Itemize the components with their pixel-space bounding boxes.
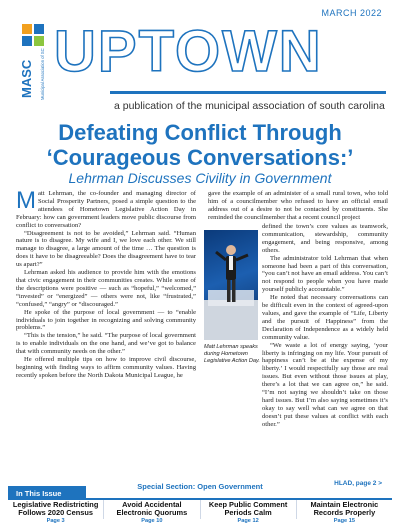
- table-of-contents: [8, 500, 392, 524]
- toc-item[interactable]: [201, 500, 297, 524]
- continued-link[interactable]: HLAD, page 2 >: [334, 480, 382, 487]
- article-paragraph: “We waste a lot of energy saying, ‘your liberty is infringing on my life. Your pursuit of happiness can’t be at the expense of my liberty.’ I would respectfully say those are real issues. But even without those issues at play, there’s a lot that we can agree on,” he said. “I’m not saying we shouldn’t take on those hard issues. But I’m also saying sometimes it’s okay to say well what can we agree on that doesn’t put these values at conflict with each other.”: [262, 341, 388, 428]
- toc-item-page: Page 12: [237, 518, 259, 524]
- logo-text: MASC: [19, 59, 34, 98]
- masthead: [14, 20, 386, 112]
- headline-line-1: Defeating Conflict Through: [58, 120, 342, 145]
- masthead-title: UPTOWN: [54, 19, 323, 84]
- toc-item[interactable]: [8, 500, 104, 524]
- drop-cap: M: [16, 187, 36, 214]
- article-paragraph: He offered multiple tips on how to improve civil discourse, beginning with finding ways to affirm community values. Having recently spoken before the North Dakota Municipal League, he: [16, 356, 196, 379]
- in-this-issue-label: In This Issue: [8, 486, 86, 500]
- masthead-tagline: a publication of the municipal association of south carolina: [114, 100, 385, 112]
- masthead-rule: [110, 91, 386, 94]
- logo-subtext: Municipal Association of SC: [40, 48, 45, 100]
- toc-item[interactable]: [297, 500, 392, 524]
- article-paragraph: Matt Lehrman, the co-founder and managing director of Social Prosperity Partners, posed a simple question to the attendees of Hometown Legislative Action Day in February: how can government leaders move public discourse from conflict to conversation?: [16, 187, 196, 229]
- article-paragraph: He noted that necessary conversations can be difficult even in the context of agreed-upon values, and gave the example of “Life, Liberty and the pursuit of Happiness” from the Declaration of Independence as a widely held community value.: [262, 294, 388, 341]
- article-paragraph: “Disagreement is not to be avoided,” Lehrman said. “Human nature is to disagree. My wife and I, we love each other. We still manage to disagree, a large amount of the time … The question is does it have to be disagreeable? Does the disagreement have to tear us apart?”: [16, 229, 196, 269]
- article-headline: [0, 120, 400, 170]
- article-paragraph: defined the town’s core values as teamwork, communication, stewardship, community engagement, and being responsive, among others.: [262, 223, 388, 254]
- headline-line-2: ‘Courageous Conversations:’: [46, 145, 354, 170]
- special-section-title: Special Section: Open Government: [137, 482, 263, 491]
- toc-item-title: Keep Public Comment Periods Calm: [208, 500, 288, 517]
- masc-logo-icon: [20, 20, 54, 102]
- toc-item-title: Avoid Accidental Electronic Quorums: [116, 500, 188, 517]
- toc-item-page: Page 3: [46, 518, 65, 524]
- toc-item-title: Legislative Redistricting Follows 2020 Census: [12, 500, 99, 517]
- speaker-figure-icon: [204, 230, 258, 340]
- article-column-right-top: [208, 190, 388, 222]
- toc-item[interactable]: [104, 500, 200, 524]
- toc-item-page: Page 10: [141, 518, 163, 524]
- masc-logo: [20, 20, 54, 102]
- article-paragraph: Lehrman asked his audience to provide him with the emotions that civic engagement in their communities creates. While some of the descriptions were positive — such as “hopeful,” “welcomed,” “invested” or “energized” — others were not, like “frustrated,” “confused,” “angry” or “discouraged.”: [16, 269, 196, 308]
- issue-date: MARCH 2022: [321, 8, 382, 18]
- toc-item-page: Page 15: [333, 518, 355, 524]
- article-column-right-bottom: [262, 223, 388, 429]
- article-paragraph: He spoke of the purpose of local government — to “enable individuals to join together in recognizing and solving community problems.”: [16, 308, 196, 332]
- speaker-photo: [204, 230, 258, 340]
- article-column-left: [16, 187, 196, 380]
- toc-item-title: Maintain Electronic Records Properly: [310, 500, 379, 517]
- article-paragraph: gave the example of an administer of a small rural town, who told him of a councilmember who refused to have an official email address out of a desire to not be contacted by constituents. She reminded the councilmember that a recent council project: [208, 190, 388, 221]
- article-paragraph: The administrator told Lehrman that when someone had been a part of this conversation, “you can’t not have an email address. You can’t not respond to people when you have made yourself publicly accountable.”: [262, 254, 388, 294]
- photo-caption: Matt Lehrman speaks during Hometown Legislative Action Day.: [204, 344, 260, 364]
- article-paragraph: “This is the tension,” he said. “The purpose of local government is to enable individuals on the one hand, and we’ve got to balance that with community needs on the other.”: [16, 332, 196, 356]
- article-subhead: Lehrman Discusses Civility in Government: [68, 170, 332, 186]
